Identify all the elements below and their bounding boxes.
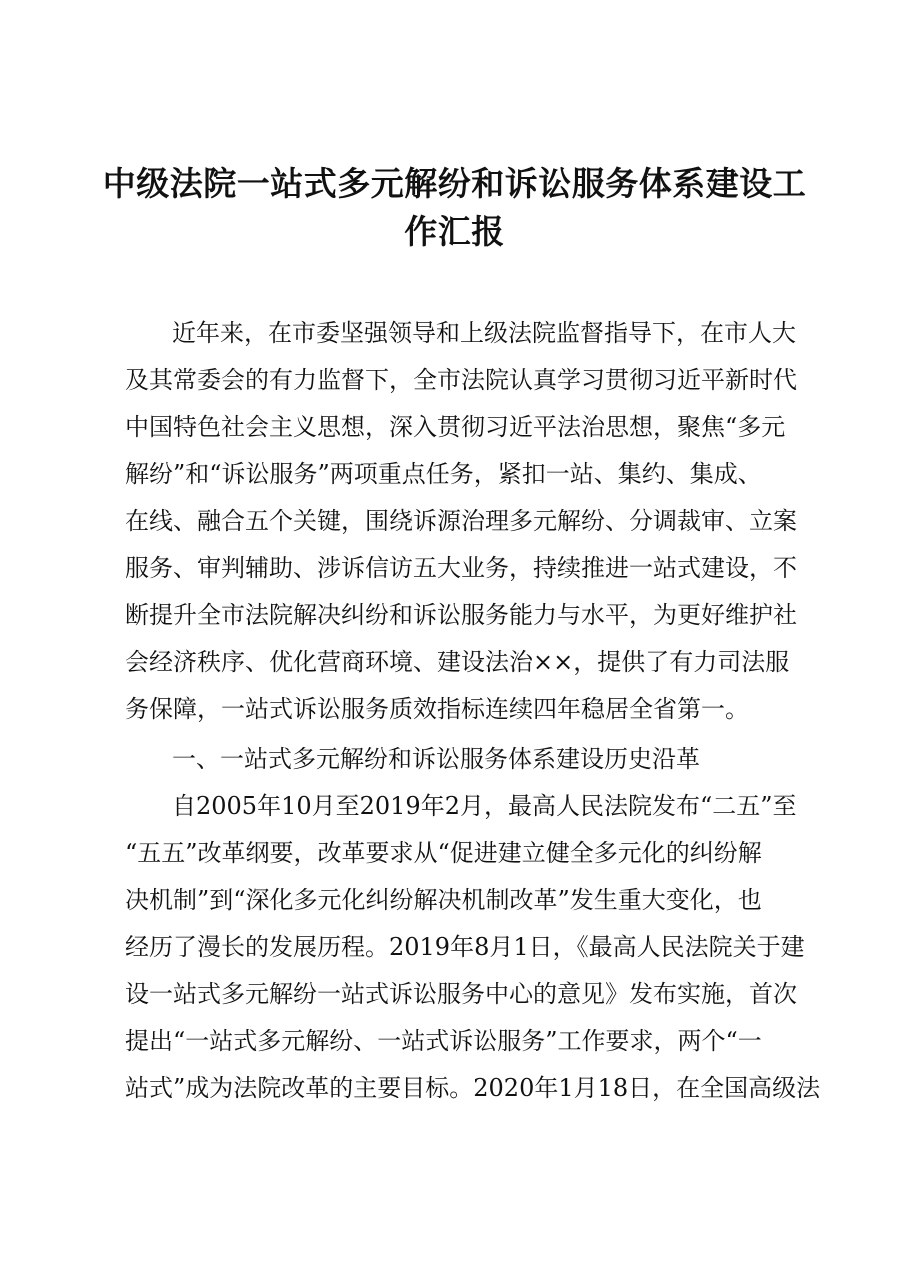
paragraph-2-line-5: 设一站式多元解纷一站式诉讼服务中心的意见》发布实施，首次 xyxy=(125,980,797,1008)
paragraph-2-line-6: 提出“一站式多元解纷、一站式诉讼服务”工作要求，两个“一 xyxy=(125,1027,762,1055)
document-title-line-1: 中级法院一站式多元解纷和诉讼服务体系建设工 xyxy=(102,164,807,203)
paragraph-1-line-4: 解纷”和“诉讼服务”两项重点任务，紧扣一站、集约、集成、 xyxy=(125,460,762,488)
paragraph-1-line-9: 务保障，一站式诉讼服务质效指标连续四年稳居全省第一。 xyxy=(125,695,749,723)
paragraph-2-line-7: 站式”成为法院改革的主要目标。2020年1月18日，在全国高级法 xyxy=(125,1074,821,1102)
document-title-line-2: 作汇报 xyxy=(404,212,505,251)
paragraph-2-line-3: 决机制”到“深化多元化纠纷解决机制改革”发生重大变化，也 xyxy=(125,886,762,914)
paragraph-1-line-5: 在线、融合五个关键，围绕诉源治理多元解纷、分调裁审、立案 xyxy=(125,507,797,535)
paragraph-2-line-1: 自2005年10月至2019年2月，最高人民法院发布“二五”至 xyxy=(172,792,797,820)
paragraph-1-line-6: 服务、审判辅助、涉诉信访五大业务，持续推进一站式建设，不 xyxy=(125,554,797,582)
paragraph-1-line-1: 近年来，在市委坚强领导和上级法院监督指导下，在市人大 xyxy=(172,319,796,347)
paragraph-2-line-4: 经历了漫长的发展历程。2019年8月1日，《最高人民法院关于建 xyxy=(125,933,805,961)
paragraph-1-line-3: 中国特色社会主义思想，深入贯彻习近平法治思想，聚焦“多元 xyxy=(125,413,786,441)
paragraph-1-line-2: 及其常委会的有力监督下，全市法院认真学习贯彻习近平新时代 xyxy=(125,366,797,394)
paragraph-2-line-2: “五五”改革纲要，改革要求从“促进建立健全多元化的纠纷解 xyxy=(125,839,762,867)
section-heading-1: 一、一站式多元解纷和诉讼服务体系建设历史沿革 xyxy=(172,745,700,773)
paragraph-1-line-7: 断提升全市法院解决纠纷和诉讼服务能力与水平，为更好维护社 xyxy=(125,601,797,629)
paragraph-1-line-8: 会经济秩序、优化营商环境、建设法治××，提供了有力司法服 xyxy=(125,648,790,676)
